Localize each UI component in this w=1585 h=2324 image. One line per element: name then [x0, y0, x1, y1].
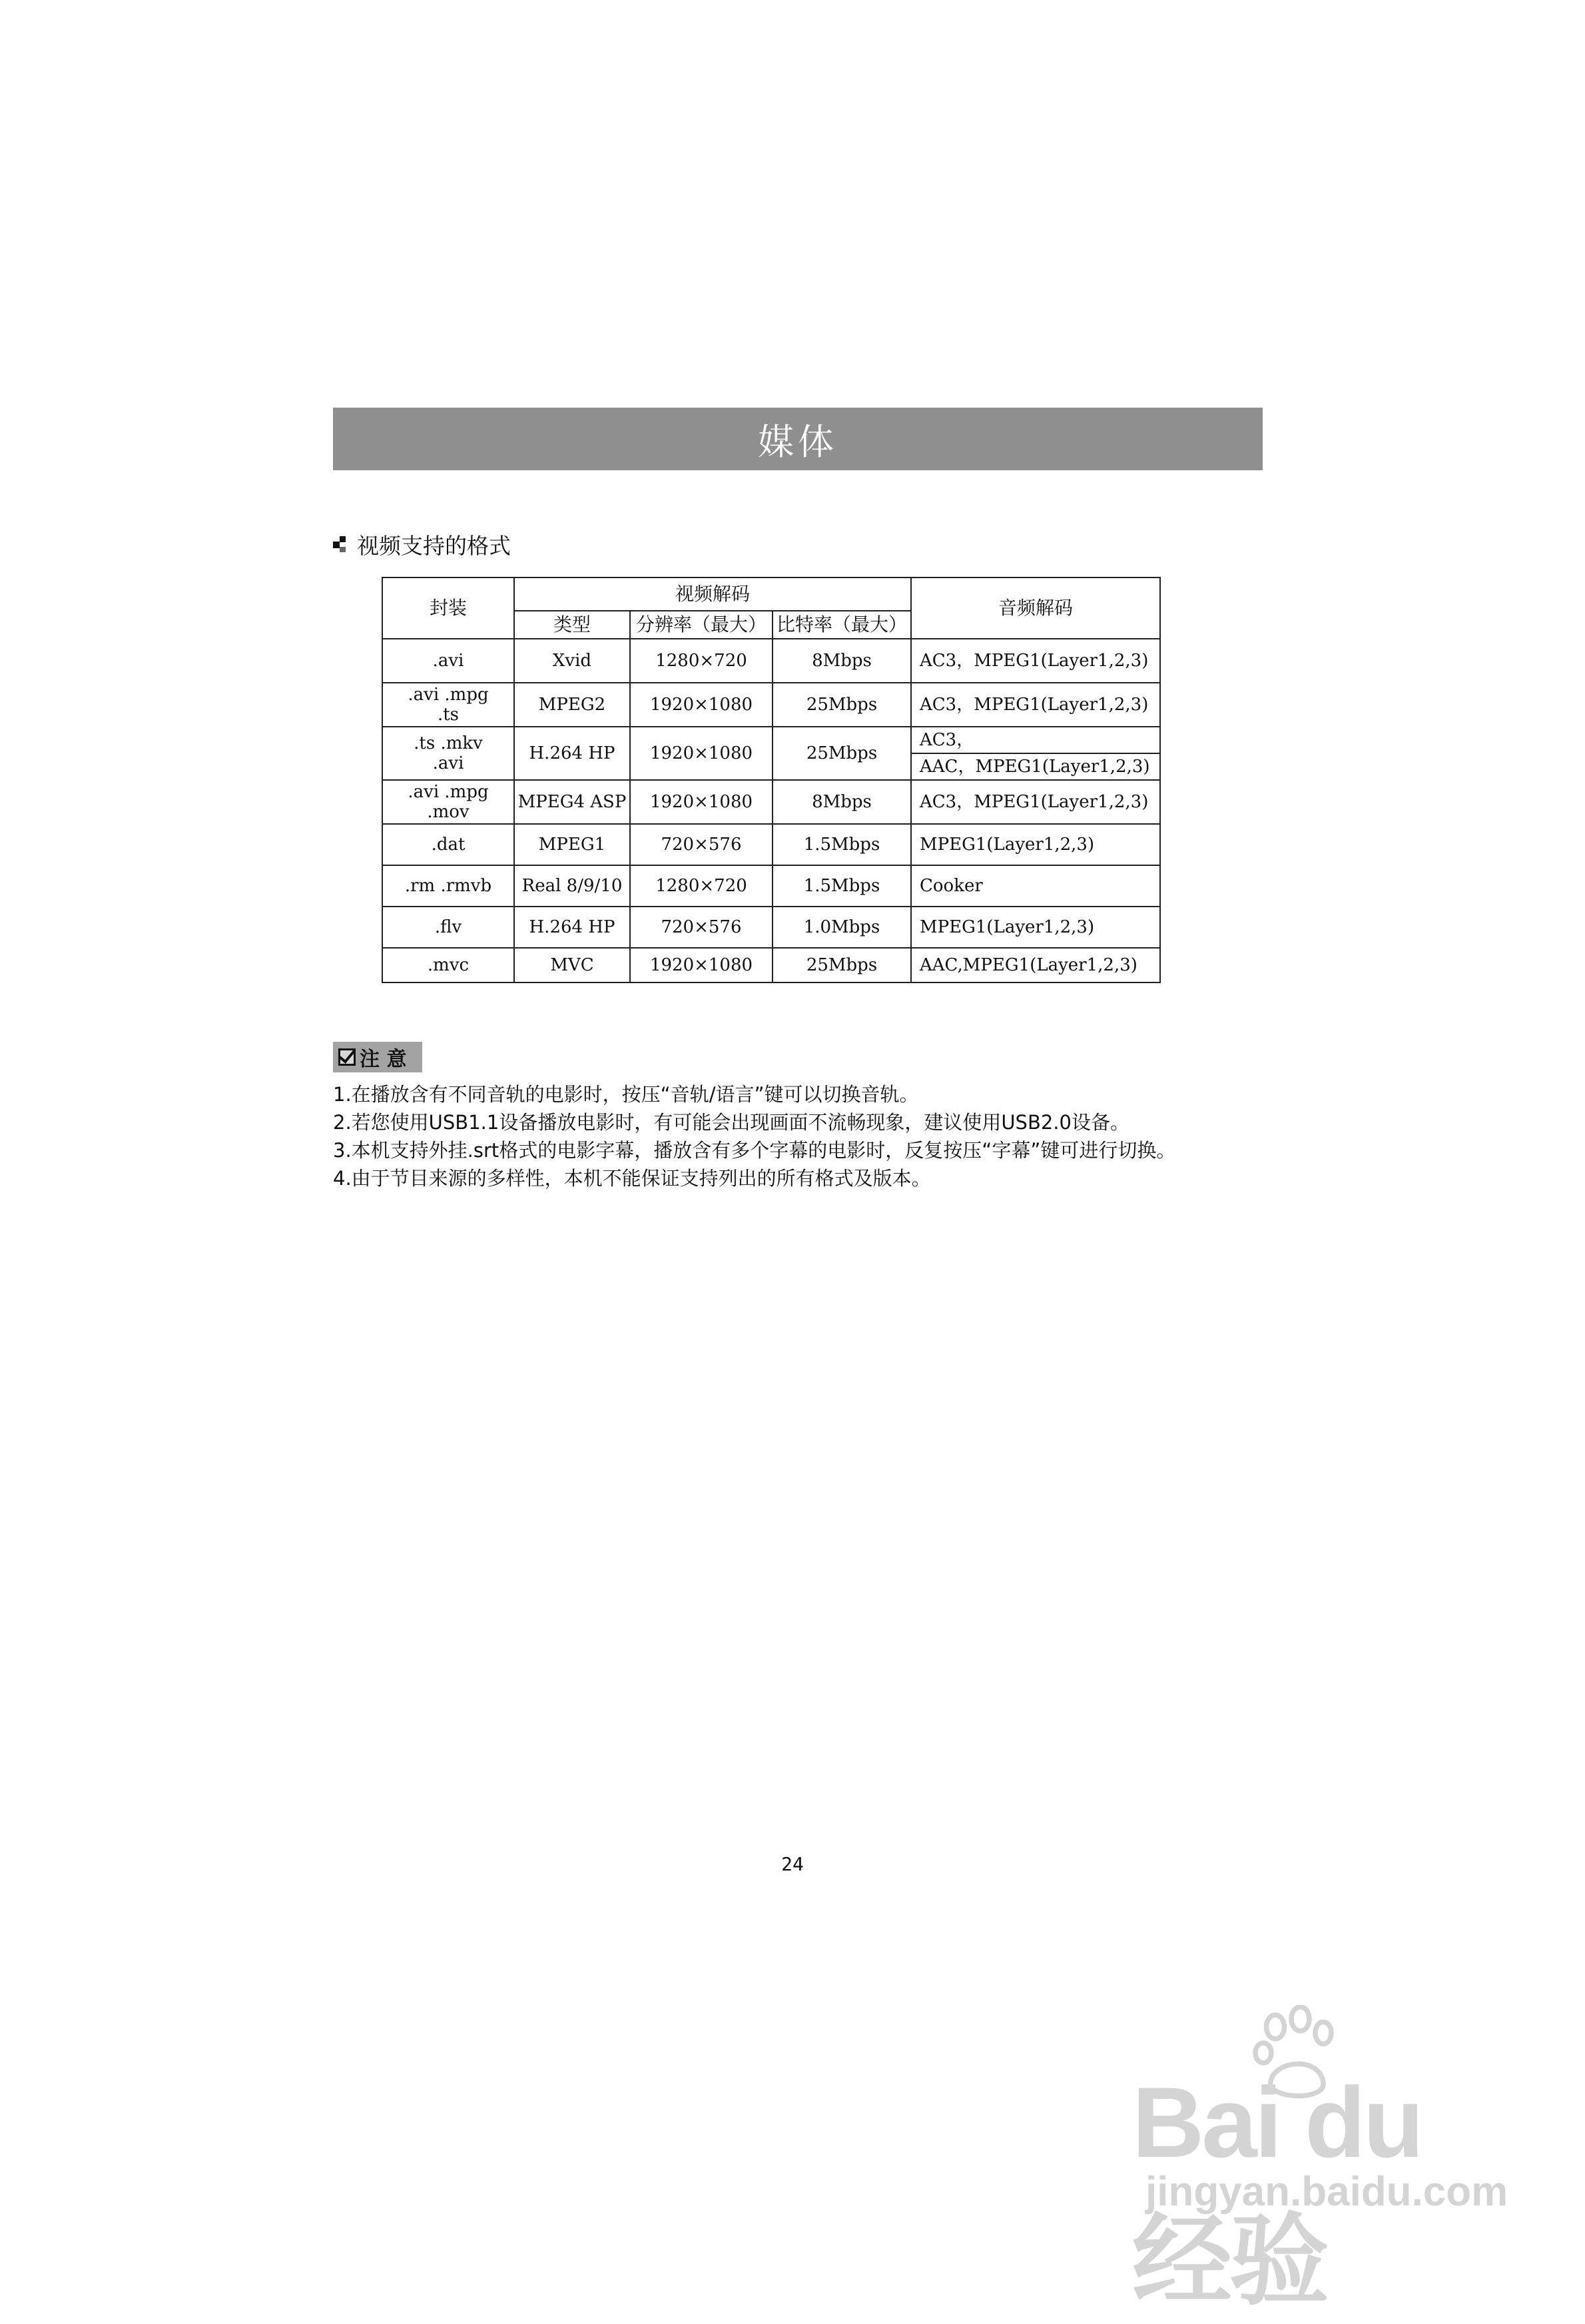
note-item: 4.由于节目来源的多样性，本机不能保证支持列出的所有格式及版本。 — [333, 1167, 931, 1190]
cell-resolution: 1920×1080 — [630, 948, 773, 982]
cell-audio: AC3，MPEG1(Layer1,2,3) — [911, 780, 1160, 824]
watermark-brand: Bai du 经验 — [1132, 2066, 1422, 2317]
container-ext: .mov — [427, 802, 470, 822]
cell-resolution: 1920×1080 — [630, 683, 773, 727]
container-ext: .avi — [432, 753, 464, 773]
cell-type: Xvid — [514, 639, 630, 683]
header-audio-decode: 音频解码 — [911, 578, 1160, 639]
cell-audio: MPEG1(Layer1,2,3) — [911, 824, 1160, 865]
cell-resolution: 720×576 — [630, 907, 773, 948]
container-ext: .dat — [431, 835, 466, 855]
cell-type: MPEG4 ASP — [514, 780, 630, 824]
cell-resolution: 1280×720 — [630, 639, 773, 683]
page-number: 24 — [781, 1853, 804, 1875]
cell-type: MPEG2 — [514, 683, 630, 727]
cell-container — [382, 907, 514, 948]
table-row — [382, 727, 1160, 780]
audio-line: AC3， — [920, 730, 974, 750]
cell-container — [382, 683, 514, 727]
section-heading — [333, 528, 511, 561]
cell-audio: AC3，MPEG1(Layer1,2,3) — [911, 683, 1160, 727]
square-bullet-icon — [333, 536, 346, 552]
baidu-jingyan-watermark — [1125, 2005, 1525, 2317]
container-ext: .ts .mkv — [414, 733, 483, 753]
cell-bitrate: 25Mbps — [773, 948, 911, 982]
cell-resolution: 1920×1080 — [630, 780, 773, 824]
page-title: 媒体 — [333, 408, 1263, 470]
table-row — [382, 683, 1160, 727]
header-type: 类型 — [514, 611, 630, 639]
container-ext: .mvc — [427, 955, 470, 975]
cell-audio: AAC,MPEG1(Layer1,2,3) — [911, 948, 1160, 982]
container-ext: .ts — [437, 705, 460, 725]
container-ext: .avi — [432, 651, 464, 671]
checkbox-icon — [338, 1048, 356, 1066]
header-resolution: 分辨率（最大） — [630, 611, 773, 639]
cell-container — [382, 824, 514, 865]
header-container: 封装 — [382, 578, 514, 639]
format-table — [382, 577, 1161, 983]
cell-container — [382, 780, 514, 824]
cell-audio: MPEG1(Layer1,2,3) — [911, 907, 1160, 948]
cell-bitrate: 1.5Mbps — [773, 824, 911, 865]
header-video-decode: 视频解码 — [514, 578, 911, 611]
container-ext: .flv — [434, 917, 462, 937]
cell-type: MVC — [514, 948, 630, 982]
cell-type: H.264 HP — [514, 907, 630, 948]
note-item: 2.若您使用USB1.1设备播放电影时，有可能会出现画面不流畅现象，建议使用USB2.0设备。 — [333, 1111, 1129, 1134]
cell-container — [382, 865, 514, 907]
table-row — [382, 865, 1160, 907]
cell-bitrate: 1.0Mbps — [773, 907, 911, 948]
table-row — [382, 639, 1160, 683]
table-row — [382, 780, 1160, 824]
note-badge — [333, 1042, 422, 1072]
cell-resolution: 1920×1080 — [630, 727, 773, 780]
cell-audio: AC3，MPEG1(Layer1,2,3) — [911, 639, 1160, 683]
table-row — [382, 948, 1160, 982]
cell-resolution: 1280×720 — [630, 865, 773, 907]
container-ext: .avi .mpg — [408, 685, 489, 705]
cell-container — [382, 639, 514, 683]
note-label: 注 意 — [360, 1048, 407, 1071]
cell-bitrate: 8Mbps — [773, 639, 911, 683]
note-item: 1.在播放含有不同音轨的电影时，按压“音轨/语言”键可以切换音轨。 — [333, 1083, 919, 1106]
cell-type: Real 8/9/10 — [514, 865, 630, 907]
container-ext: .rm .rmvb — [404, 876, 492, 896]
cell-type: H.264 HP — [514, 727, 630, 780]
watermark-url: jingyan.baidu.com — [1145, 2169, 1508, 2215]
cell-bitrate: 25Mbps — [773, 683, 911, 727]
audio-line: AAC，MPEG1(Layer1,2,3) — [912, 753, 1159, 779]
cell-bitrate: 8Mbps — [773, 780, 911, 824]
section-heading-label: 视频支持的格式 — [357, 532, 511, 559]
container-ext: .avi .mpg — [408, 782, 489, 802]
cell-resolution: 720×576 — [630, 824, 773, 865]
cell-bitrate: 25Mbps — [773, 727, 911, 780]
cell-container — [382, 948, 514, 982]
header-bitrate: 比特率（最大） — [773, 611, 911, 639]
cell-audio — [911, 727, 1160, 780]
table-row — [382, 824, 1160, 865]
cell-bitrate: 1.5Mbps — [773, 865, 911, 907]
cell-audio: Cooker — [911, 865, 1160, 907]
cell-type: MPEG1 — [514, 824, 630, 865]
table-row — [382, 907, 1160, 948]
cell-container — [382, 727, 514, 780]
notes-list — [333, 1080, 1279, 1192]
note-item: 3.本机支持外挂.srt格式的电影字幕，播放含有多个字幕的电影时，反复按压“字幕”键可进行切换。 — [333, 1139, 1176, 1162]
